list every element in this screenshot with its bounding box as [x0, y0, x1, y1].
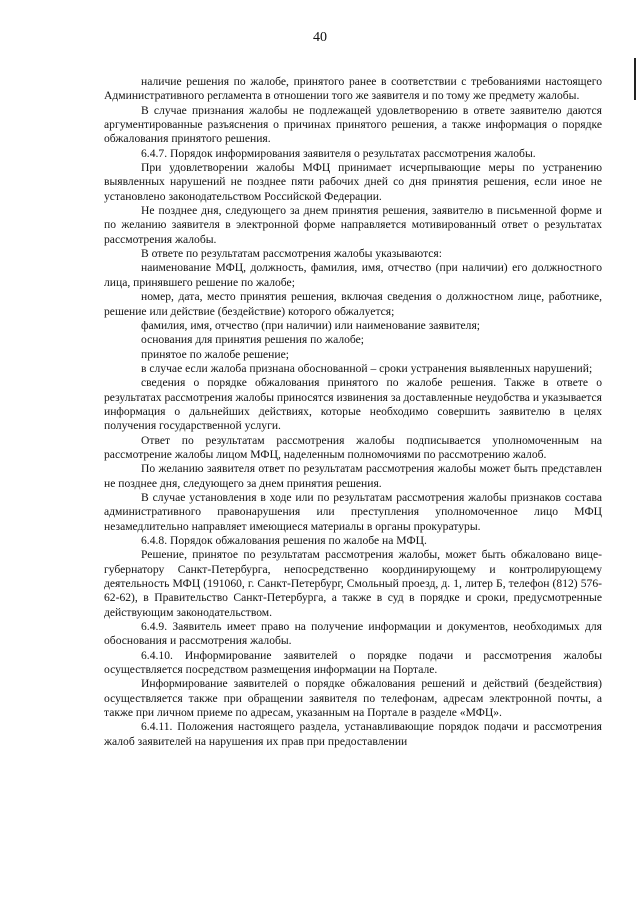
- scan-edge-mark: [634, 58, 636, 100]
- paragraph: По желанию заявителя ответ по результатам рассмотрения жалобы может быть представлен не позднее дня, следующего за днем принятия решения.: [104, 462, 602, 490]
- paragraph: В ответе по результатам рассмотрения жалобы указываются:: [141, 247, 442, 261]
- paragraph: 6.4.7. Порядок информирования заявителя о результатах рассмотрения жалобы.: [141, 146, 536, 160]
- paragraph: сведения о порядке обжалования принятого по жалобе решения. Также в ответе о результатах рассмотрения жалобы приносятся извинения за доставленные неудобства и указывается информация о дальнейших действиях, которые необходимо совершить заявителю в целях получения государственной услуги.: [104, 376, 602, 433]
- paragraph: 6.4.9. Заявитель имеет право на получение информации и документов, необходимых для обоснования и рассмотрения жалобы.: [104, 620, 602, 648]
- paragraph: в случае если жалоба признана обоснованной – сроки устранения выявленных нарушений;: [141, 361, 593, 375]
- paragraph: наличие решения по жалобе, принятого ранее в соответствии с требованиями настоящего Административного регламента в отношении того же заявителя и по тому же предмету жалобы.: [104, 75, 602, 103]
- body-text: [104, 75, 602, 749]
- paragraph: основания для принятия решения по жалобе;: [141, 333, 365, 347]
- paragraph: В случае признания жалобы не подлежащей удовлетворению в ответе заявителю даются аргументированные разъяснения о причинах принятого решения, а также информация о порядке обжалования принятого решения.: [104, 103, 602, 146]
- paragraph: Ответ по результатам рассмотрения жалобы подписывается уполномоченным на рассмотрение жалобы лицом МФЦ, наделенным полномочиями по рассмотрению жалоб.: [104, 433, 602, 461]
- page-number: 40: [313, 30, 327, 45]
- paragraph: Информирование заявителей о порядке обжалования решений и действий (бездействия) осуществляется также при обращении заявителя по телефонам, адресам электронной почты, а также при личном приеме по адресам, указанным на Портале в разделе «МФЦ».: [104, 677, 602, 720]
- paragraph: 6.4.8. Порядок обжалования решения по жалобе на МФЦ.: [141, 534, 427, 547]
- paragraph: принятое по жалобе решение;: [141, 347, 289, 361]
- paragraph: 6.4.11. Положения настоящего раздела, устанавливающие порядок подачи и рассмотрения жалоб заявителей на нарушения их прав при предоставлении: [104, 720, 602, 748]
- paragraph: Не позднее дня, следующего за днем принятия решения, заявителю в письменной форме и по желанию заявителя в электронной форме направляется мотивированный ответ о результатах рассмотрения жалобы.: [104, 204, 602, 246]
- paragraph: фамилия, имя, отчество (при наличии) или наименование заявителя;: [141, 318, 481, 332]
- paragraph: Решение, принятое по результатам рассмотрения жалобы, может быть обжаловано вице-губернатору Санкт-Петербурга, непосредственно координирующему и контролирующему деятельность МФЦ (191060, г. Санкт-Петербург, Смольный проезд, д. 1, литер Б, телефон (812) 576-62-62), в Правительство Санкт-Петербурга, а также в суд в порядке и сроки, предусмотренные действующим законодательством.: [104, 548, 602, 619]
- paragraph: При удовлетворении жалобы МФЦ принимает исчерпывающие меры по устранению выявленных нарушений не позднее пяти рабочих дней со дня принятия решения, если иное не установлено законодательством Российской Федерации.: [104, 161, 602, 203]
- paragraph: наименование МФЦ, должность, фамилия, имя, отчество (при наличии) его должностного лица, принявшего решение по жалобе;: [104, 261, 602, 289]
- paragraph: В случае установления в ходе или по результатам рассмотрения жалобы признаков состава административного правонарушения или преступления уполномоченное лицо МФЦ незамедлительно направляет имеющиеся материалы в органы прокуратуры.: [104, 490, 602, 533]
- paragraph: номер, дата, место принятия решения, включая сведения о должностном лице, работнике, решение или действие (бездействие) которого обжалуется;: [104, 290, 602, 318]
- paragraph: 6.4.10. Информирование заявителей о порядке подачи и рассмотрения жалобы осуществляется посредством размещения информации на Портале.: [104, 648, 602, 677]
